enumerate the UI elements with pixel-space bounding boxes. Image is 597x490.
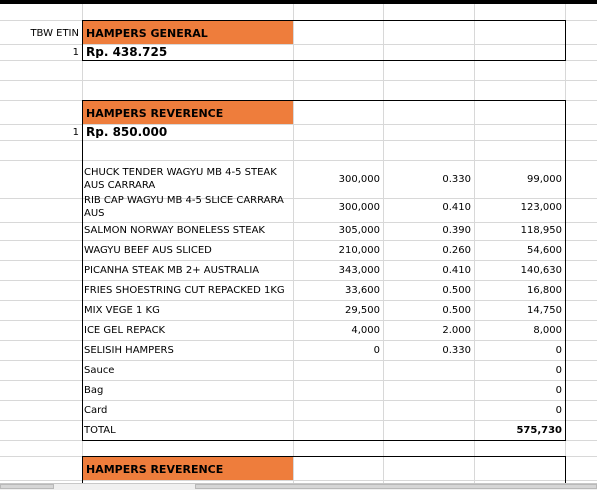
hamper-reverence-qty[interactable]: 1 [72, 127, 79, 138]
item-total[interactable]: 14,750 [527, 305, 562, 316]
item-total[interactable]: 54,600 [527, 245, 562, 256]
item-qty[interactable]: 0.410 [442, 202, 471, 213]
item-qty[interactable]: 0.330 [442, 174, 471, 185]
item-total[interactable]: 8,000 [533, 325, 562, 336]
item-price[interactable]: 29,500 [345, 305, 380, 316]
item-name[interactable]: SELISIH HAMPERS [84, 345, 174, 356]
item-price[interactable]: 33,600 [345, 285, 380, 296]
total-label[interactable]: TOTAL [84, 425, 116, 436]
item-name[interactable]: PICANHA STEAK MB 2+ AUSTRALIA [84, 265, 260, 276]
item-price[interactable]: 4,000 [351, 325, 380, 336]
item-total[interactable]: 99,000 [527, 174, 562, 185]
col-a-label[interactable]: TBW ETIN [30, 28, 79, 39]
item-price[interactable]: 300,000 [338, 174, 380, 185]
item-price[interactable]: 300,000 [338, 202, 380, 213]
item-total[interactable]: 123,000 [520, 202, 562, 213]
item-name[interactable]: WAGYU BEEF AUS SLICED [84, 245, 212, 256]
item-name[interactable]: CHUCK TENDER WAGYU MB 4-5 STEAK AUS CARRARA [84, 167, 277, 191]
item-total[interactable]: 0 [555, 345, 562, 356]
item-price[interactable]: 343,000 [338, 265, 380, 276]
hamper-general-qty[interactable]: 1 [72, 47, 79, 58]
total-value[interactable]: 575,730 [516, 425, 562, 436]
item-qty[interactable]: 0.390 [442, 225, 471, 236]
item-name[interactable]: Sauce [84, 365, 115, 376]
item-name[interactable]: Card [84, 405, 108, 416]
hamper-reverence-title[interactable]: HAMPERS REVERENCE [86, 108, 224, 120]
hamper-reverence-2-title[interactable]: HAMPERS REVERENCE [86, 464, 224, 476]
item-name[interactable]: ICE GEL REPACK [84, 325, 166, 336]
item-total[interactable]: 140,630 [520, 265, 562, 276]
item-qty[interactable]: 0.500 [442, 305, 471, 316]
hamper-general-price[interactable]: Rp. 438.725 [86, 46, 168, 58]
item-total[interactable]: 118,950 [520, 225, 562, 236]
item-qty[interactable]: 2.000 [442, 325, 471, 336]
item-name[interactable]: MIX VEGE 1 KG [84, 305, 160, 316]
item-qty[interactable]: 0.500 [442, 285, 471, 296]
horizontal-scrollbar[interactable] [195, 484, 597, 489]
item-qty[interactable]: 0.330 [442, 345, 471, 356]
item-price[interactable]: 305,000 [338, 225, 380, 236]
item-name[interactable]: FRIES SHOESTRING CUT REPACKED 1KG [84, 285, 285, 296]
item-price[interactable]: 0 [373, 345, 380, 356]
item-name[interactable]: RIB CAP WAGYU MB 4-5 SLICE CARRARA AUS [84, 195, 284, 219]
item-qty[interactable]: 0.260 [442, 245, 471, 256]
item-total[interactable]: 0 [555, 365, 562, 376]
item-total[interactable]: 0 [555, 405, 562, 416]
item-total[interactable]: 0 [555, 385, 562, 396]
hamper-reverence-price[interactable]: Rp. 850.000 [86, 126, 168, 138]
item-qty[interactable]: 0.410 [442, 265, 471, 276]
item-name[interactable]: SALMON NORWAY BONELESS STEAK [84, 225, 265, 236]
spreadsheet-grid[interactable] [0, 4, 597, 483]
sheet-tab-scroll-left[interactable] [0, 484, 54, 489]
item-total[interactable]: 16,800 [527, 285, 562, 296]
item-name[interactable]: Bag [84, 385, 104, 396]
hamper-general-title[interactable]: HAMPERS GENERAL [86, 28, 208, 40]
item-price[interactable]: 210,000 [338, 245, 380, 256]
